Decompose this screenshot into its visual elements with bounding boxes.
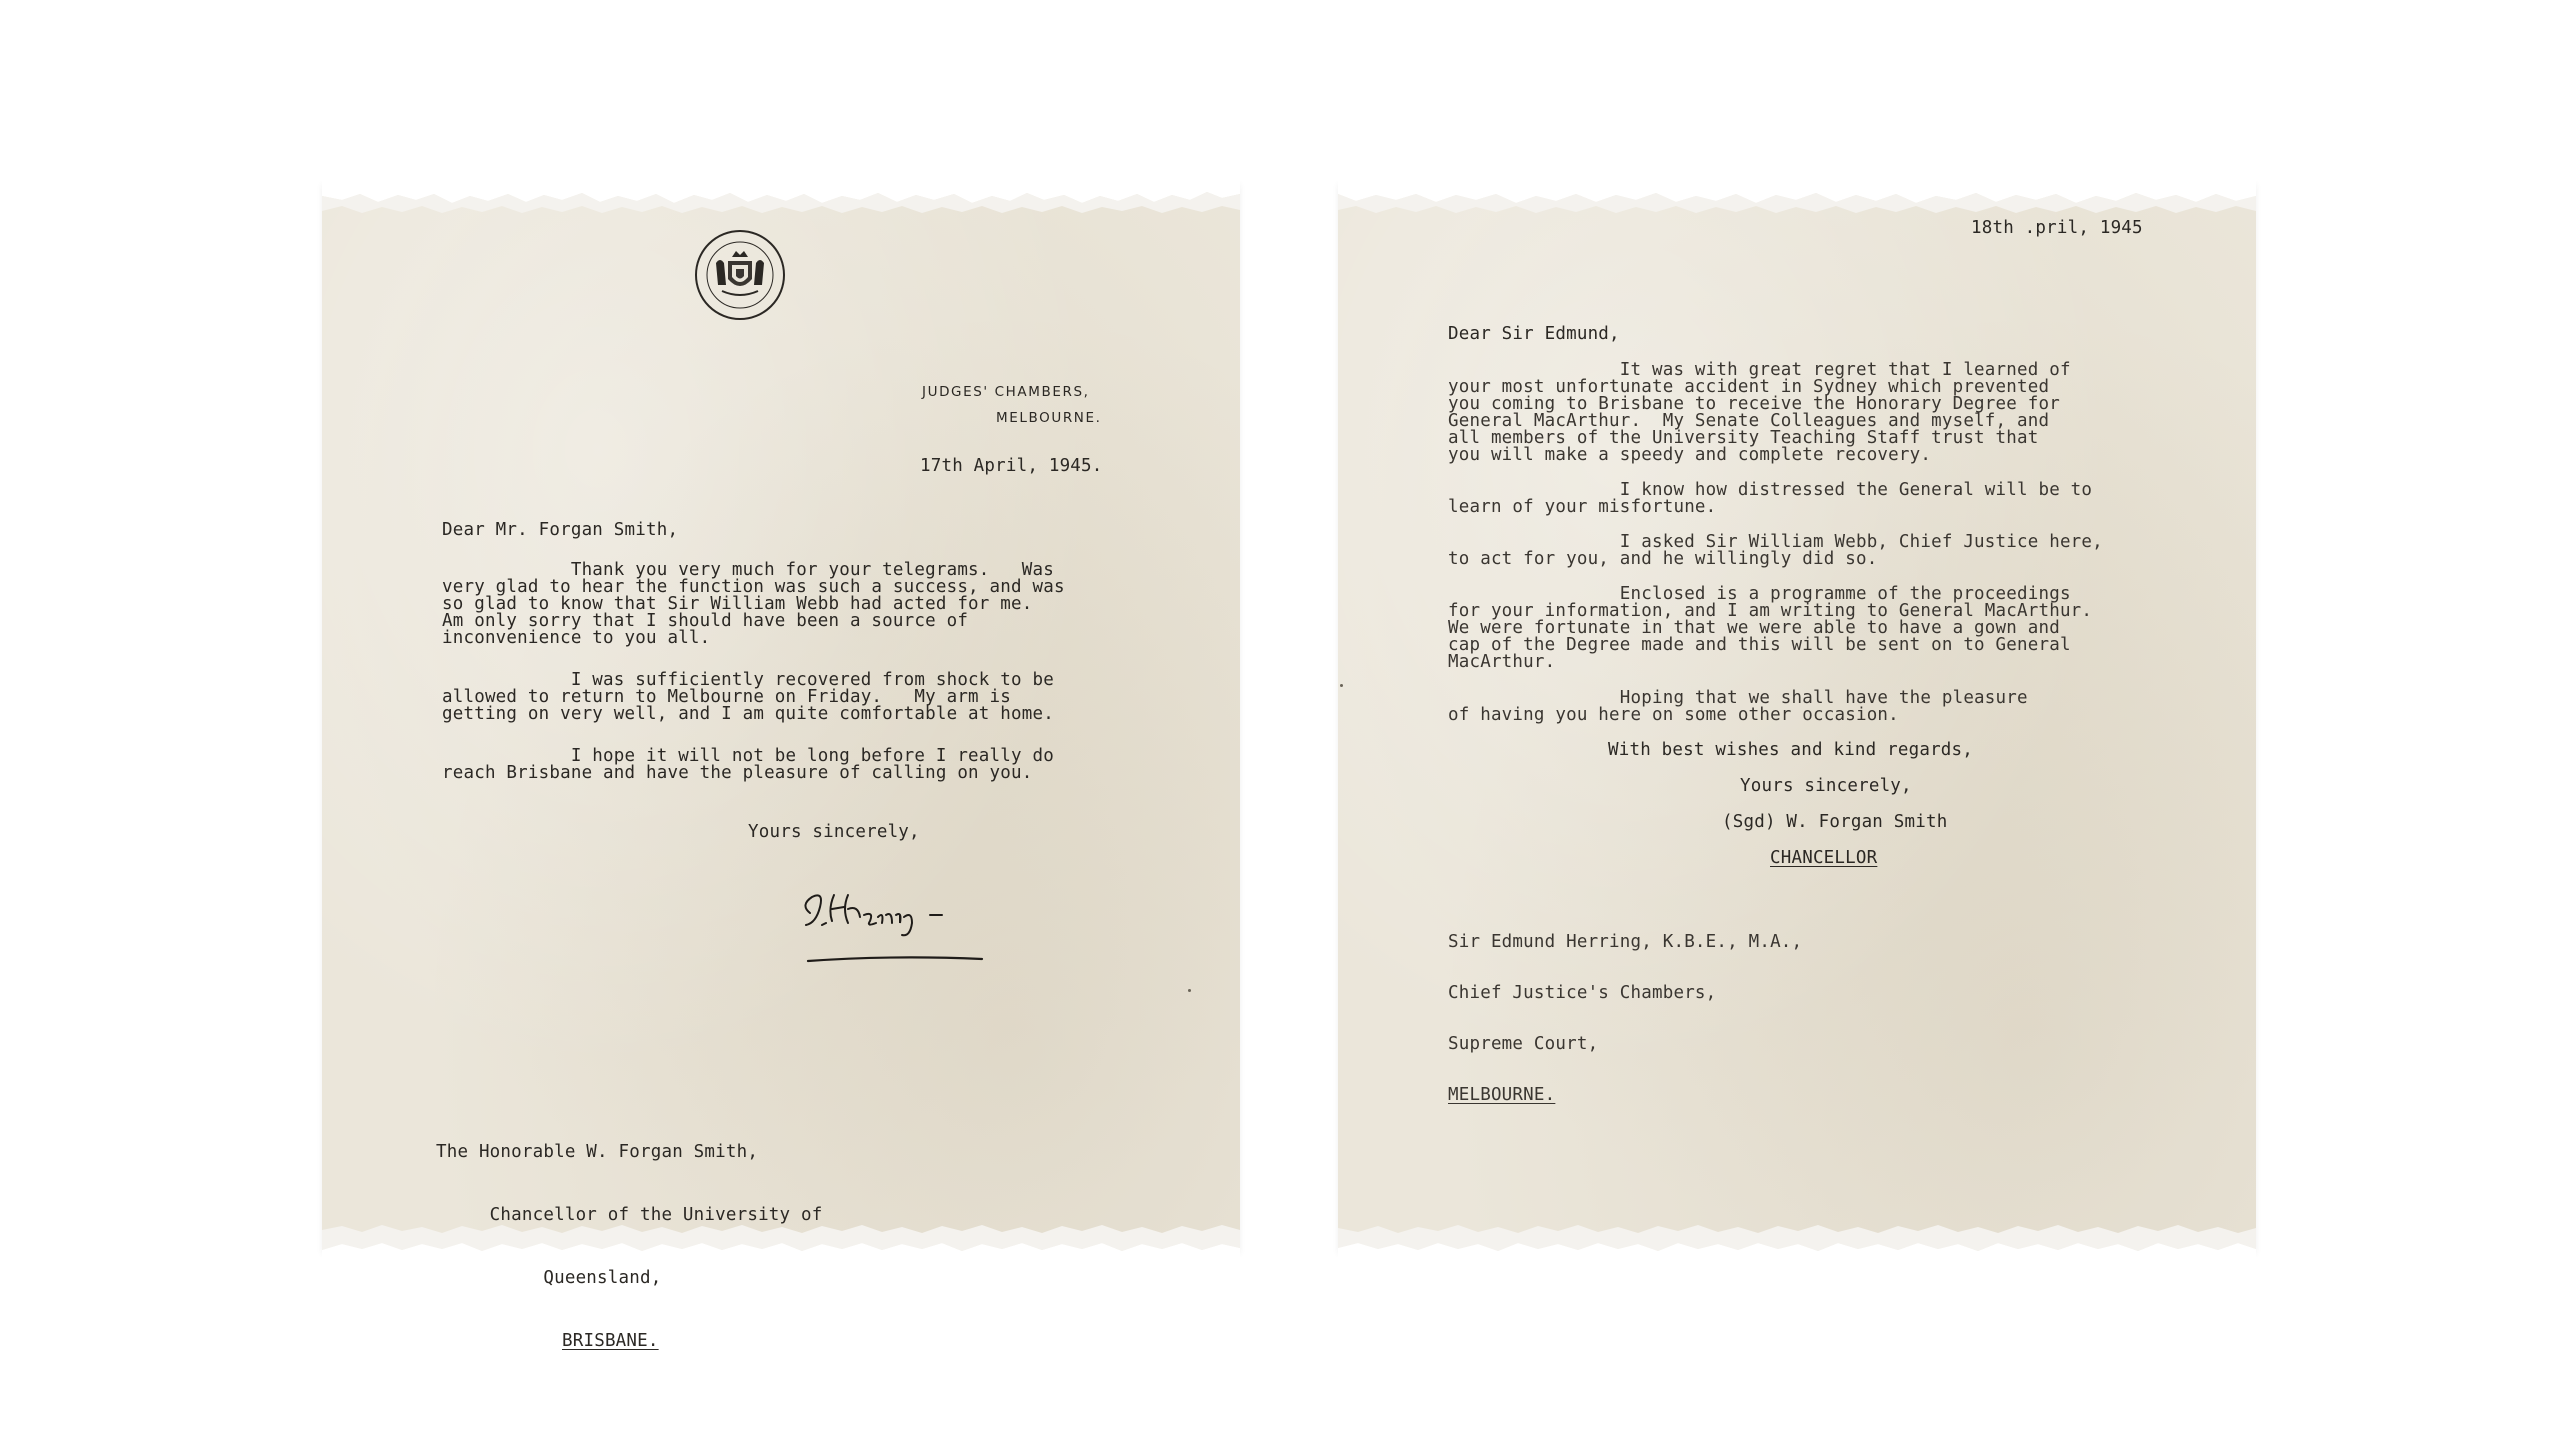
- letter-right-sheet: [1338, 182, 2256, 1252]
- recipient-block: [1448, 900, 1802, 1138]
- recipient-block: [436, 1100, 823, 1394]
- letter-paragraph: I know how distressed the General will be to learn of your misfortune.: [1448, 480, 2093, 517]
- letter-salutation: Dear Mr. Forgan Smith,: [442, 520, 679, 540]
- recipient-line: Chancellor of the University of: [436, 1205, 823, 1225]
- recipient-city: BRISBANE.: [562, 1331, 659, 1351]
- recipient-line: Supreme Court,: [1448, 1034, 1599, 1054]
- address-line-2: MELBOURNE.: [996, 410, 1102, 426]
- letter-paragraph: I asked Sir William Webb, Chief Justice here, to act for you, and he willingly did so.: [1448, 532, 2103, 569]
- recipient-city: MELBOURNE.: [1448, 1085, 1556, 1105]
- paper-speck: [1340, 684, 1343, 687]
- letter-closing: Yours sincerely,: [748, 822, 920, 842]
- letter-paragraph: Enclosed is a programme of the proceedings for your information, and I am writing to General MacArthur. We were fortunate in that we were able to have a gown and cap of the Degree made and this will be sent on to General MacArthur.: [1448, 584, 2093, 672]
- letter-left-sheet: [322, 182, 1240, 1351]
- letter-date: 17th April, 1945.: [920, 456, 1103, 476]
- signatory-title: CHANCELLOR: [1770, 848, 1878, 868]
- recipient-line: Sir Edmund Herring, K.B.E., M.A.,: [1448, 932, 1803, 952]
- torn-edge-bottom: [1338, 1222, 2256, 1262]
- letter-closing: Yours sincerely,: [1740, 776, 1912, 796]
- letter-paragraph: I hope it will not be long before I really do reach Brisbane and have the pleasure of calling on you.: [442, 746, 1054, 783]
- letter-paragraph: Hoping that we shall have the pleasure of having you here on some other occasion.: [1448, 688, 2028, 725]
- letter-salutation: Dear Sir Edmund,: [1448, 324, 1620, 344]
- torn-edge-top: [322, 176, 1240, 216]
- supreme-court-seal-icon: [692, 227, 788, 323]
- letter-signed-name: (Sgd) W. Forgan Smith: [1722, 812, 1948, 832]
- letter-paragraph: It was with great regret that I learned of your most unfortunate accident in Sydney which prevented you coming to Brisbane to receive the Honorary Degree for General MacArthur. My Senate Colleagues and myself, and all members of the University Teaching Staff trust that you will make a speedy and complete recovery.: [1448, 360, 2071, 465]
- handwritten-signature: [782, 875, 1012, 985]
- letter-regards: With best wishes and kind regards,: [1608, 740, 1974, 760]
- recipient-line: Queensland,: [436, 1268, 662, 1288]
- address-line-1: JUDGES' CHAMBERS,: [922, 384, 1090, 400]
- recipient-line: The Honorable W. Forgan Smith,: [436, 1142, 759, 1162]
- letter-paragraph: I was sufficiently recovered from shock to be allowed to return to Melbourne on Friday. My arm is getting on very well, and I am quite comfortable at home.: [442, 670, 1054, 724]
- torn-edge-top: [1338, 176, 2256, 216]
- letter-paragraph: Thank you very much for your telegrams. Was very glad to hear the function was such a success, and was so glad to know that Sir William Webb had acted for me. Am only sorry that I should have been a source of inconvenience to you all.: [442, 560, 1065, 648]
- recipient-line: Chief Justice's Chambers,: [1448, 983, 1717, 1003]
- paper-speck: [1188, 989, 1191, 992]
- letter-date: 18th .pril, 1945: [1971, 218, 2143, 238]
